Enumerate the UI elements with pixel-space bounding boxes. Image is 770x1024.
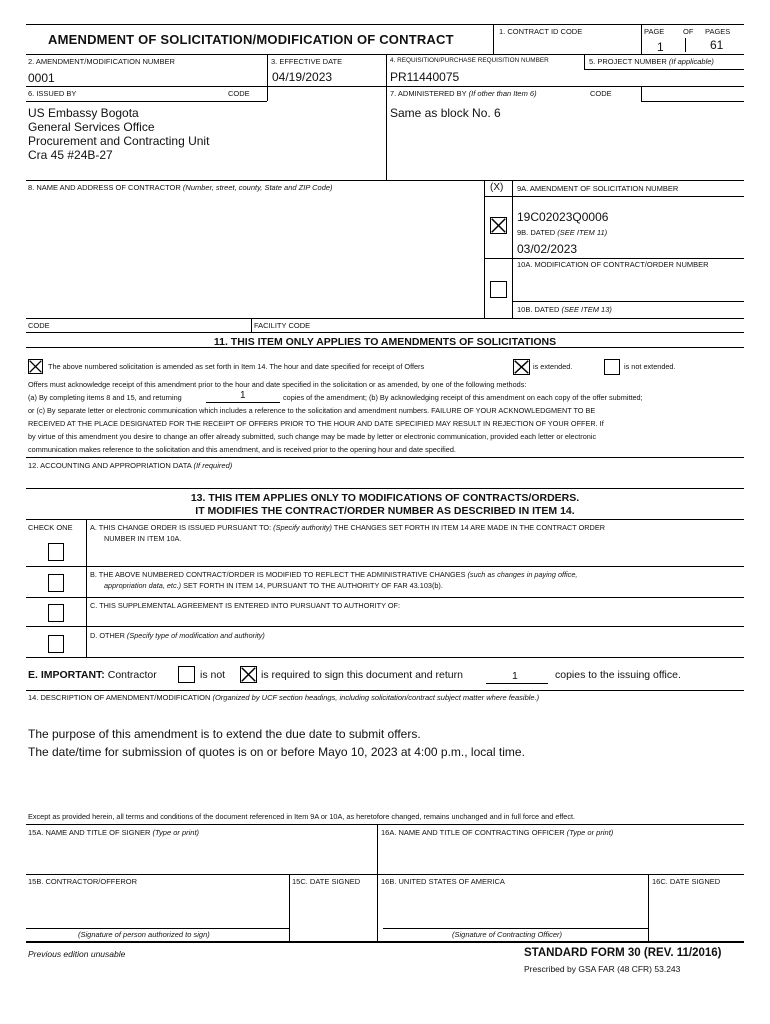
pages-label: PAGES [705, 27, 731, 36]
important-is-required-checkbox[interactable] [240, 666, 257, 683]
important-is-not-checkbox[interactable] [178, 666, 195, 683]
item13-b-line2: appropriation data, etc.) SET FORTH IN ITEM 14, PURSUANT TO THE AUTHORITY OF FAR 43.103(b). [104, 581, 443, 590]
contractor-code-label: CODE [28, 321, 50, 330]
block10a-label: 10A. MODIFICATION OF CONTRACT/ORDER NUMBER [517, 260, 709, 269]
item11-para-line: by virtue of this amendment you desire to change an offer already submitted, such change may be made by letter or electronic communication, provided each letter or electronic [28, 432, 597, 441]
facility-code-label: FACILITY CODE [254, 321, 311, 330]
address-line: US Embassy Bogota [28, 106, 139, 120]
block15b-label: 15B. CONTRACTOR/OFFEROR [28, 877, 138, 886]
item13-c-checkbox[interactable] [48, 604, 64, 622]
item13-a-line: A. THIS CHANGE ORDER IS ISSUED PURSUANT TO: (Specify authority) THE CHANGES SET FORTH IN ITEM 14 ARE MADE IN THE CONTRACT ORDER [90, 523, 605, 532]
item13-d-checkbox[interactable] [48, 635, 64, 653]
is-extended-label: is extended. [533, 362, 573, 371]
x-mark-icon [29, 360, 42, 373]
block2-label: 2. AMENDMENT/MODIFICATION NUMBER [28, 57, 175, 66]
copies-tail-label: copies to the issuing office. [555, 669, 681, 681]
block4-label: 4. REQUISITION/PURCHASE REQUISITION NUMBER [390, 57, 549, 64]
x-mark-icon [241, 667, 256, 682]
item13-b-checkbox[interactable] [48, 574, 64, 592]
requisition-number-field[interactable]: PR11440075 [390, 70, 460, 84]
page-label: PAGE [644, 27, 665, 36]
block8-label: 8. NAME AND ADDRESS OF CONTRACTOR (Number, street, county, State and ZIP Code) [28, 183, 333, 192]
block9a-checkbox[interactable] [490, 217, 507, 234]
is-not-extended-label: is not extended. [624, 362, 676, 371]
sig-officer-label: (Signature of Contracting Officer) [452, 930, 563, 939]
item13-d-line: D. OTHER (Specify type of modification and authority) [90, 631, 265, 640]
important-row [28, 669, 157, 681]
form-title: AMENDMENT OF SOLICITATION/MODIFICATION OF CONTRACT [48, 32, 454, 47]
administered-by-field[interactable]: Same as block No. 6 [390, 106, 501, 120]
contract-id-label: 1. CONTRACT ID CODE [499, 27, 583, 36]
item11-para-line: Offers must acknowledge receipt of this amendment prior to the hour and date specified in the solicitation or as amended, by one of the following methods: [28, 380, 527, 389]
except-text: Except as provided herein, all terms and conditions of the document referenced in Item 9A or 10A, as heretofore changed, remains unchanged and in full force and effect. [28, 812, 576, 821]
block12-label: 12. ACCOUNTING AND APPROPRIATION DATA (If required) [28, 461, 233, 470]
check-one-label: CHECK ONE [28, 523, 73, 532]
item11-extended-checkbox[interactable] [513, 359, 530, 375]
solicitation-number-field[interactable]: 19C02023Q0006 [517, 210, 609, 224]
block7-label: 7. ADMINISTERED BY (If other than Item 6) [390, 89, 537, 98]
item13-heading2: IT MODIFIES THE CONTRACT/ORDER NUMBER AS DESCRIBED IN ITEM 14. [195, 505, 575, 517]
item11-para-line: RECEIVED AT THE PLACE DESIGNATED FOR THE RECEIPT OF OFFERS PRIOR TO THE HOUR AND DATE SPECIFIED MAY RESULT IN REJECTION OF YOUR OFFER. If [28, 419, 604, 428]
sig-person-label: (Signature of person authorized to sign) [78, 930, 210, 939]
x-mark-icon [514, 360, 529, 374]
block6-code-label: CODE [228, 89, 250, 98]
page-value[interactable]: 1 [657, 40, 664, 54]
previous-edition-label: Previous edition unusable [28, 949, 126, 959]
address-line: Cra 45 #24B-27 [28, 148, 113, 162]
block15a-label: 15A. NAME AND TITLE OF SIGNER (Type or print) [28, 828, 200, 837]
contractor-label: Contractor [107, 669, 157, 681]
address-line: General Services Office [28, 120, 155, 134]
is-required-label: is required to sign this document and return [261, 669, 463, 681]
block10b-label: 10B. DATED (SEE ITEM 13) [517, 305, 612, 314]
item11-not-extended-checkbox[interactable] [604, 359, 620, 375]
is-not-label: is not [200, 669, 226, 681]
block7-code-label: CODE [590, 89, 612, 98]
important-label: E. IMPORTANT: [28, 669, 105, 681]
item13-b-line: B. THE ABOVE NUMBERED CONTRACT/ORDER IS MODIFIED TO REFLECT THE ADMINISTRATIVE CHANGES (such as changes in paying office, [90, 570, 578, 579]
prescribed-label: Prescribed by GSA FAR (48 CFR) 53.243 [524, 964, 681, 974]
block14-label: 14. DESCRIPTION OF AMENDMENT/MODIFICATION (Organized by UCF section headings, including solicitation/contract subject matter where feasible.) [28, 693, 540, 702]
item13-a-line2: NUMBER IN ITEM 10A. [104, 534, 182, 543]
item11-para-line: communication makes reference to the solicitation and this amendment, and is received prior to the opening hour and date specified. [28, 445, 456, 454]
important-copies-field[interactable]: 1 [512, 670, 518, 682]
block16b-label: 16B. UNITED STATES OF AMERICA [381, 877, 505, 886]
item13-heading1: 13. THIS ITEM APPLIES ONLY TO MODIFICATIONS OF CONTRACTS/ORDERS. [190, 492, 580, 504]
x-mark-icon [491, 218, 506, 233]
amendment-number-field[interactable]: 0001 [28, 71, 55, 85]
block9b-label: 9B. DATED (SEE ITEM 11) [517, 228, 608, 237]
pages-value[interactable]: 61 [710, 38, 724, 52]
block3-label: 3. EFFECTIVE DATE [271, 57, 343, 66]
of-label: OF [683, 27, 694, 36]
item11-line1: The above numbered solicitation is amended as set forth in Item 14. The hour and date specified for receipt of Offers [48, 362, 425, 371]
x-column-label: (X) [490, 182, 504, 193]
block10a-checkbox[interactable] [490, 281, 507, 298]
item11-amended-checkbox[interactable] [28, 359, 43, 374]
block15c-label: 15C. DATE SIGNED [292, 877, 361, 886]
dated-9b-field[interactable]: 03/02/2023 [517, 242, 578, 256]
address-line: Procurement and Contracting Unit [28, 134, 210, 148]
effective-date-field[interactable]: 04/19/2023 [272, 70, 333, 84]
item11-para-line: copies of the amendment; (b) By acknowledging receipt of this amendment on each copy of the offer submitted; [283, 393, 643, 402]
block16c-label: 16C. DATE SIGNED [652, 877, 721, 886]
item11-method-a: (a) By completing items 8 and 15, and returning [28, 393, 182, 402]
item13-c-line: C. THIS SUPPLEMENTAL AGREEMENT IS ENTERED INTO PURSUANT TO AUTHORITY OF: [90, 601, 401, 610]
description-line[interactable]: The date/time for submission of quotes is on or before Mayo 10, 2023 at 4:00 p.m., local time. [28, 745, 525, 759]
block5-label: 5. PROJECT NUMBER (If applicable) [589, 57, 714, 66]
block16a-label: 16A. NAME AND TITLE OF CONTRACTING OFFICER (Type or print) [381, 828, 614, 837]
description-line[interactable]: The purpose of this amendment is to extend the due date to submit offers. [28, 727, 421, 741]
item13-a-checkbox[interactable] [48, 543, 64, 561]
item11-heading: 11. THIS ITEM ONLY APPLIES TO AMENDMENTS OF SOLICITATIONS [213, 336, 557, 348]
block9a-label: 9A. AMENDMENT OF SOLICITATION NUMBER [517, 184, 679, 193]
item11-copies-field[interactable]: 1 [240, 390, 246, 401]
block6-label: 6. ISSUED BY [28, 89, 77, 98]
item11-para-line: or (c) By separate letter or electronic communication which includes a reference to the solicitation and amendment numbers. FAILURE OF YOUR ACKNOWLEDGMENT TO BE [28, 406, 596, 415]
standard-form-label: STANDARD FORM 30 (REV. 11/2016) [524, 947, 722, 959]
